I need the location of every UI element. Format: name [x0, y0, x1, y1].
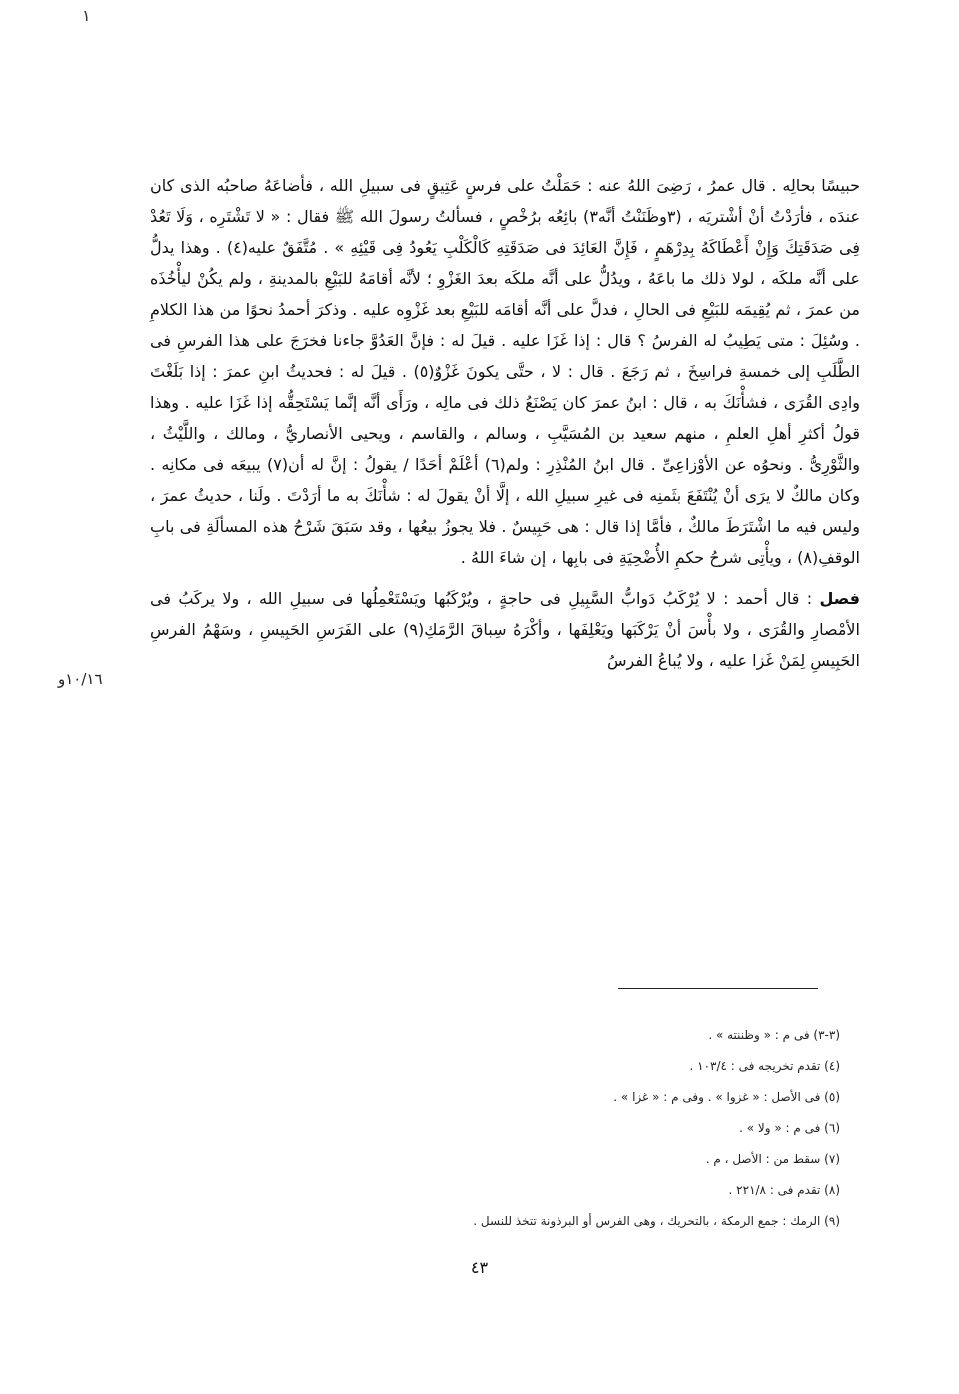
footnote: (٨) تقدم فى : ٢٢١/٨ . [728, 1183, 840, 1197]
paragraph-2-text: : قال أحمد : لا يُرْكَبُ دَوابُّ السَّبِيلِ فى حاجةٍ ، ويُرْكَبُها ويَسْتَعْمِلُها فى سبيلِ الله ، ولا يركَبُ فى الأمْصارِ والقُرَى ، ولا بأْسَ أنْ يَرْكَبَها ويَعْلِفَها ، وأكْرَهُ سِباقَ الرَّمَكِ(٩) على الفَرَسِ الحَبِيسِ ، وسَهْمُ الفرسِ الحَبِيسِ لِمَنْ غَزا عليه ، ولا يُباعُ الفرسُ [150, 589, 860, 670]
footnote-divider [618, 988, 818, 989]
margin-folio-note: ١٠/١٦و [58, 670, 103, 688]
paragraph-2 [150, 583, 860, 676]
paragraph-1: حبيسًا بحالِه . قال عمرُ ، رَضِىَ اللهُ عنه : حَمَلْتُ على فرسٍ عَتِيقٍ فى سبيلِ الله ، فأضاعَهُ صاحبُه الذى كان عندَه ، فأرَدْتُ أنْ أشْتريَه ، (٣وظَنَنْتُ أنَّه٣) بائِعُه برُخْصٍ ، فسألتُ رسولَ الله ﷺ فقال : « لا تَشْتَرِه ، وَلَا تَعُدْ فِى صَدَقَتِكَ وَإِنْ أَعْطَاكَهُ بِدِرْهَمٍ ، فَإِنَّ العَائِدَ فى صَدَقَتِهِ كَالْكَلْبِ يَعُودُ فِى قَيْئِهِ » . مُتَّفَقٌ عليه(٤) . وهذا يدلُّ على أنَّه ملكَه ، لولا ذلك ما باعَهُ ، ويدُلُّ على أنَّه ملكَه بعدَ الغَزْوِ ؛ لأنَّه أقامَهُ للبَيْعِ بالمدينةِ ، ولم يكُنْ ليأْخُذَه من عمرَ ، ثم يُقِيمَه للبَيْعِ فى الحالِ ، فدلَّ على أنَّه أقامَه للبَيْعِ بعد غَزْوِه عليه . وذكرَ أحمدُ نحوًا من هذا الكلامِ . وسُئِلَ : متى يَطِيبُ له الفرسُ ؟ قال : إذا غَزَا عليه . قيلَ له : فإنَّ العَدُوَّ جاءنا فخرَجَ على هذا الفرسِ فى الطَّلَبِ إلى خمسةِ فراسِخَ ، ثم رَجَعَ . قال : لا ، حتَّى يكونَ غَزْوٌ(٥) . قيلَ له : فحديثُ ابنِ عمرَ : إذا بَلَغْتَ وادِى القُرَى ، فشأْنَكَ به ، قال : ابنُ عمرَ كان يَصْنَعُ ذلك فى مالِه ، ورَأَى أنَّه إنَّما يَسْتَحِقُّه إذا غَزَا عليه . وهذا قولُ أكثرِ أهلِ العلمِ ، منهم سعيد بن المُسَيَّبِ ، وسالم ، والقاسم ، ويحيى الأنصاريُّ ، ومالك ، واللَّيْثُ ، والثَّوْرِىُّ . ونحوُه عن الأوْزاعِىِّ . قال ابنُ المُنْذِرِ : ولم(٦) أعْلَمْ أحَدًا / يقولُ : إنَّ له أن(٧) يبيعَه فى مكانِه . وكان مالكٌ لا يرَى أنْ يُنْتَفَعَ بثَمنِه فى غيرِ سبيلِ الله ، إلَّا أنْ يقولَ له : شأْنَكَ به ما أرَدْتَ . ولَنا ، حديثُ عمرَ ، وليس فيه ما اشْتَرَطَ مالكٌ ، فأمَّا إذا قال : هى حَبِيسٌ . فلا يجوزُ بيعُها ، وقد سَبَقَ شَرْحُ هذه المسألَةِ فى بابِ الوقفِ(٨) ، ويأْتِى شرحُ حكمِ الأُضْحِيَةِ فى بابِها ، إن شاءَ اللهُ . [150, 176, 861, 567]
section-label-fasl: فصل [819, 589, 861, 608]
footnote: (٥) فى الأصل : « غزوا » . وفى م : « غزا » . [613, 1090, 840, 1104]
footnotes [300, 1020, 840, 1237]
footnote: (٧) سقط من : الأصل ، م . [705, 1152, 840, 1166]
main-text [150, 170, 860, 676]
footnote: (٩) الرمك : جمع الرمكة ، بالتحريك ، وهى الفرس أو البرذونة تتخذ للنسل . [473, 1214, 840, 1228]
page-number: ٤٣ [470, 1258, 489, 1277]
footnote: (٤) تقدم تخريجه فى : ١٠٣/٤ . [689, 1059, 840, 1073]
footnote: (٦) فى م : « ولا » . [739, 1121, 840, 1135]
corner-mark: ١ [82, 6, 91, 25]
footnote: (٣-٣) فى م : « وظننته » . [708, 1028, 840, 1042]
